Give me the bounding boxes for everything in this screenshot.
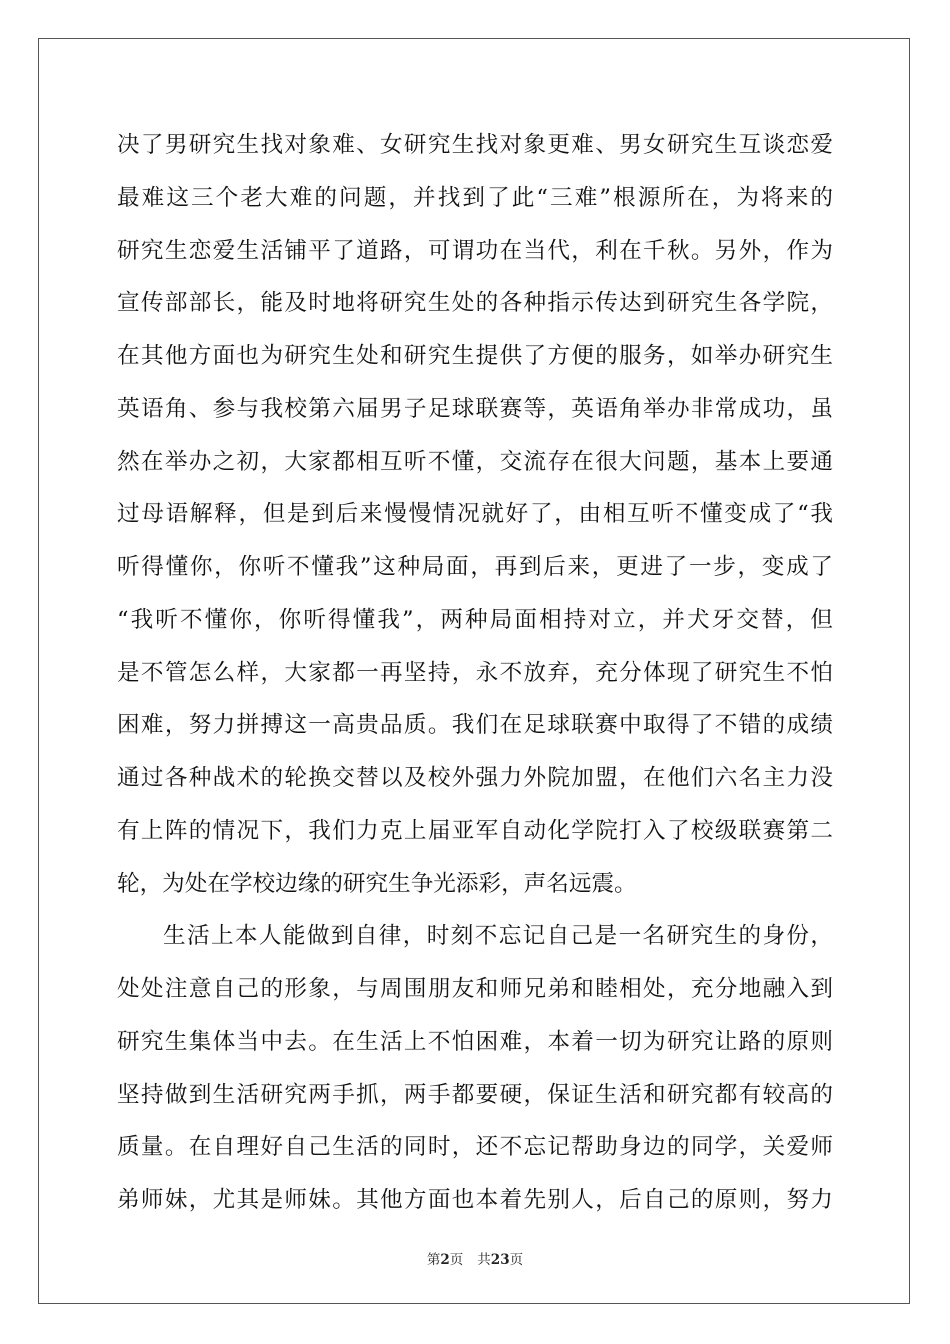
text-line: 决了男研究生找对象难、女研究生找对象更难、男女研究生互谈恋爱 [117, 132, 833, 158]
text-line: 最难这三个老大难的问题，并找到了此“三难”根源所在，为将来的 [117, 184, 833, 211]
page-prefix: 第 [426, 1252, 441, 1268]
text-line: 过母语解释，但是到后来慢慢情况就好了，由相互听不懂变成了“我 [117, 501, 833, 528]
page-suffix: 页 [449, 1252, 464, 1268]
text-line: 处处注意自己的形象，与周围朋友和师兄弟和睦相处，充分地融入到 [117, 976, 833, 1002]
total-prefix: 共 [477, 1252, 491, 1268]
text-line: 然在举办之初，大家都相互听不懂，交流存在很大问题，基本上要通 [117, 448, 833, 475]
text-line: 在其他方面也为研究生处和研究生提供了方便的服务，如举办研究生 [117, 343, 833, 369]
total-suffix: 页 [509, 1252, 524, 1268]
text-line: 质量。在自理好自己生活的同时，还不忘记帮助身边的同学，关爱师 [117, 1134, 833, 1161]
text-line: 研究生集体当中去。在生活上不怕困难，本着一切为研究让路的原则 [117, 1028, 833, 1055]
text-line: 轮，为处在学校边缘的研究生争光添彩，声名远震。 [117, 870, 637, 897]
text-line: 听得懂你，你听不懂我”这种局面，再到后来，更进了一步，变成了 [117, 554, 833, 580]
text-line: 困难，努力拼搏这一高贵品质。我们在足球联赛中取得了不错的成绩 [117, 712, 833, 739]
text-line: 生活上本人能做到自律，时刻不忘记自己是一名研究生的身份， [163, 923, 833, 950]
text-line: “我听不懂你，你听得懂我”，两种局面相持对立，并犬牙交替，但 [117, 606, 833, 633]
document-body [117, 127, 833, 1235]
text-line: 弟师妹，尤其是师妹。其他方面也本着先别人，后自己的原则，努力 [117, 1187, 833, 1213]
text-line: 宣传部部长，能及时地将研究生处的各种指示传达到研究生各学院， [117, 290, 833, 317]
text-line: 研究生恋爱生活铺平了道路，可谓功在当代，利在千秋。另外，作为 [117, 237, 833, 264]
text-line: 英语角、参与我校第六届男子足球联赛等，英语角举办非常成功，虽 [117, 395, 833, 422]
text-line: 是不管怎么样，大家都一再坚持，永不放弃，充分体现了研究生不怕 [117, 659, 833, 686]
text-line: 有上阵的情况下，我们力克上届亚军自动化学院打入了校级联赛第二 [117, 817, 833, 844]
text-line: 通过各种战术的轮换交替以及校外强力外院加盟，在他们六名主力没 [117, 765, 833, 791]
text-line: 坚持做到生活研究两手抓，两手都要硬，保证生活和研究都有较高的 [117, 1081, 833, 1108]
page-number: 2 [440, 1252, 450, 1268]
total-pages: 23 [490, 1252, 510, 1268]
page-footer [0, 1248, 950, 1268]
